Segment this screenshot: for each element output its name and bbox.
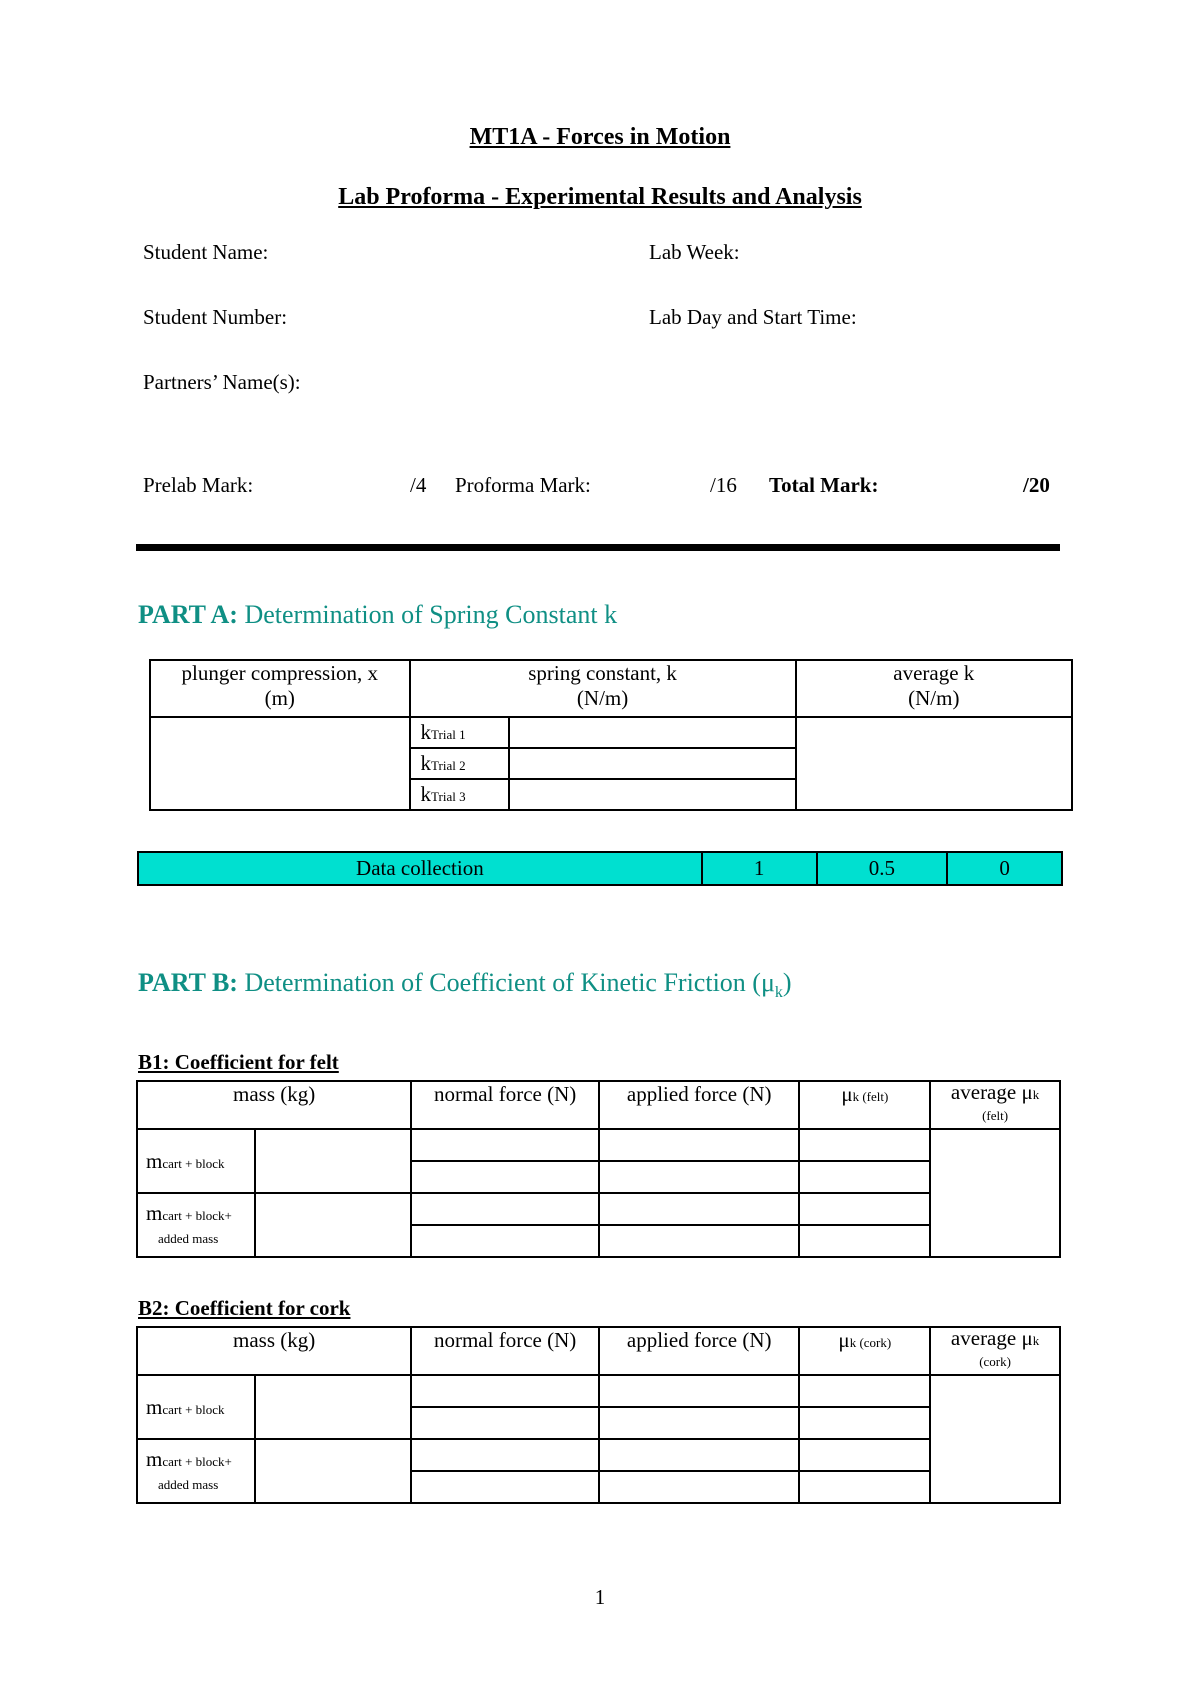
b2-applied-1b[interactable] <box>599 1407 800 1439</box>
b2-applied-1a[interactable] <box>599 1375 800 1407</box>
k-trial-2-input[interactable] <box>509 748 795 779</box>
b2-normal-2b[interactable] <box>411 1471 599 1503</box>
page-number: 1 <box>594 1585 606 1609</box>
data-collection-rubric <box>137 851 1063 886</box>
b1-average-input[interactable] <box>930 1129 1060 1257</box>
part-a-heading <box>138 600 617 630</box>
b2-mu-2b[interactable] <box>799 1471 930 1503</box>
b1-col-mass: mass (kg) <box>137 1081 411 1129</box>
b2-applied-2b[interactable] <box>599 1471 800 1503</box>
score-option-0-5[interactable]: 0.5 <box>817 852 948 885</box>
b2-mass-2-input[interactable] <box>255 1439 412 1503</box>
b1-mu-2a[interactable] <box>799 1193 930 1225</box>
partners-label: Partners’ Name(s): <box>143 370 301 394</box>
spring-constant-table <box>149 659 1073 811</box>
b1-col-average: average μk (felt) <box>930 1081 1060 1129</box>
col-header-compression: plunger compression, x (m) <box>150 660 410 717</box>
b1-mu-2b[interactable] <box>799 1225 930 1257</box>
b2-col-average: average μk (cork) <box>930 1327 1060 1375</box>
proforma-mark-label: Proforma Mark: <box>455 473 591 497</box>
k-trial-3-input[interactable] <box>509 779 795 810</box>
b2-normal-2a[interactable] <box>411 1439 599 1471</box>
part-b-heading-bold: PART B: <box>138 968 238 997</box>
b2-col-normal: normal force (N) <box>411 1327 599 1375</box>
k-trial-2-label: kTrial 2 <box>410 748 510 779</box>
b1-row-cart-block-label: mcart + block <box>137 1129 255 1193</box>
b2-col-mu: μk (cork) <box>799 1327 930 1375</box>
b2-title: B2: Coefficient for cork <box>138 1296 351 1320</box>
b2-average-input[interactable] <box>930 1375 1060 1503</box>
felt-friction-table <box>136 1080 1061 1258</box>
data-collection-label: Data collection <box>138 852 702 885</box>
col-header-average-k: average k (N/m) <box>796 660 1072 717</box>
prelab-mark-max: /4 <box>410 473 427 497</box>
section-divider <box>136 544 1060 551</box>
b1-mass-1-input[interactable] <box>255 1129 412 1193</box>
average-k-input-cell[interactable] <box>796 717 1072 810</box>
b2-mass-1-input[interactable] <box>255 1375 412 1439</box>
cork-friction-table <box>136 1326 1061 1504</box>
b1-normal-2b[interactable] <box>411 1225 599 1257</box>
b2-applied-2a[interactable] <box>599 1439 800 1471</box>
document-title: MT1A - Forces in Motion <box>469 124 731 150</box>
lab-day-label: Lab Day and Start Time: <box>649 305 857 329</box>
col-header-spring-constant: spring constant, k (N/m) <box>410 660 796 717</box>
k-trial-1-label: kTrial 1 <box>410 717 510 748</box>
total-mark-label: Total Mark: <box>769 473 879 497</box>
b1-col-applied: applied force (N) <box>599 1081 800 1129</box>
score-option-1[interactable]: 1 <box>702 852 817 885</box>
b1-normal-1a[interactable] <box>411 1129 599 1161</box>
score-option-0[interactable]: 0 <box>947 852 1062 885</box>
b1-normal-2a[interactable] <box>411 1193 599 1225</box>
b2-col-applied: applied force (N) <box>599 1327 800 1375</box>
b1-mu-1a[interactable] <box>799 1129 930 1161</box>
b2-normal-1a[interactable] <box>411 1375 599 1407</box>
b1-applied-2a[interactable] <box>599 1193 800 1225</box>
k-trial-3-label: kTrial 3 <box>410 779 510 810</box>
part-a-heading-bold: PART A: <box>138 600 238 629</box>
b2-col-mass: mass (kg) <box>137 1327 411 1375</box>
b1-normal-1b[interactable] <box>411 1161 599 1193</box>
total-mark-max: /20 <box>1023 473 1050 497</box>
document-subtitle: Lab Proforma - Experimental Results and Analysis <box>338 184 862 210</box>
b1-mu-1b[interactable] <box>799 1161 930 1193</box>
part-a-heading-text: Determination of Spring Constant k <box>237 600 618 629</box>
student-number-label: Student Number: <box>143 305 288 329</box>
b2-row-cart-block-label: mcart + block <box>137 1375 255 1439</box>
b1-col-mu: μk (felt) <box>799 1081 930 1129</box>
b2-row-added-mass-label: mcart + block+ added mass <box>137 1439 255 1503</box>
k-trial-1-input[interactable] <box>509 717 795 748</box>
b2-mu-1b[interactable] <box>799 1407 930 1439</box>
b2-normal-1b[interactable] <box>411 1407 599 1439</box>
b2-mu-1a[interactable] <box>799 1375 930 1407</box>
part-b-heading: PART B: Determination of Coefficient of Kinetic Friction $(\mu_k)$ <box>138 968 792 1002</box>
b1-applied-1a[interactable] <box>599 1129 800 1161</box>
prelab-mark-label: Prelab Mark: <box>143 473 254 497</box>
b1-applied-1b[interactable] <box>599 1161 800 1193</box>
student-name-label: Student Name: <box>143 240 269 264</box>
b1-applied-2b[interactable] <box>599 1225 800 1257</box>
proforma-mark-max: /16 <box>710 473 737 497</box>
b1-mass-2-input[interactable] <box>255 1193 412 1257</box>
b1-col-normal: normal force (N) <box>411 1081 599 1129</box>
compression-input-cell[interactable] <box>150 717 410 810</box>
b1-title: B1: Coefficient for felt <box>138 1050 339 1074</box>
b1-row-added-mass-label: mcart + block+ added mass <box>137 1193 255 1257</box>
b2-mu-2a[interactable] <box>799 1439 930 1471</box>
lab-week-label: Lab Week: <box>649 240 740 264</box>
